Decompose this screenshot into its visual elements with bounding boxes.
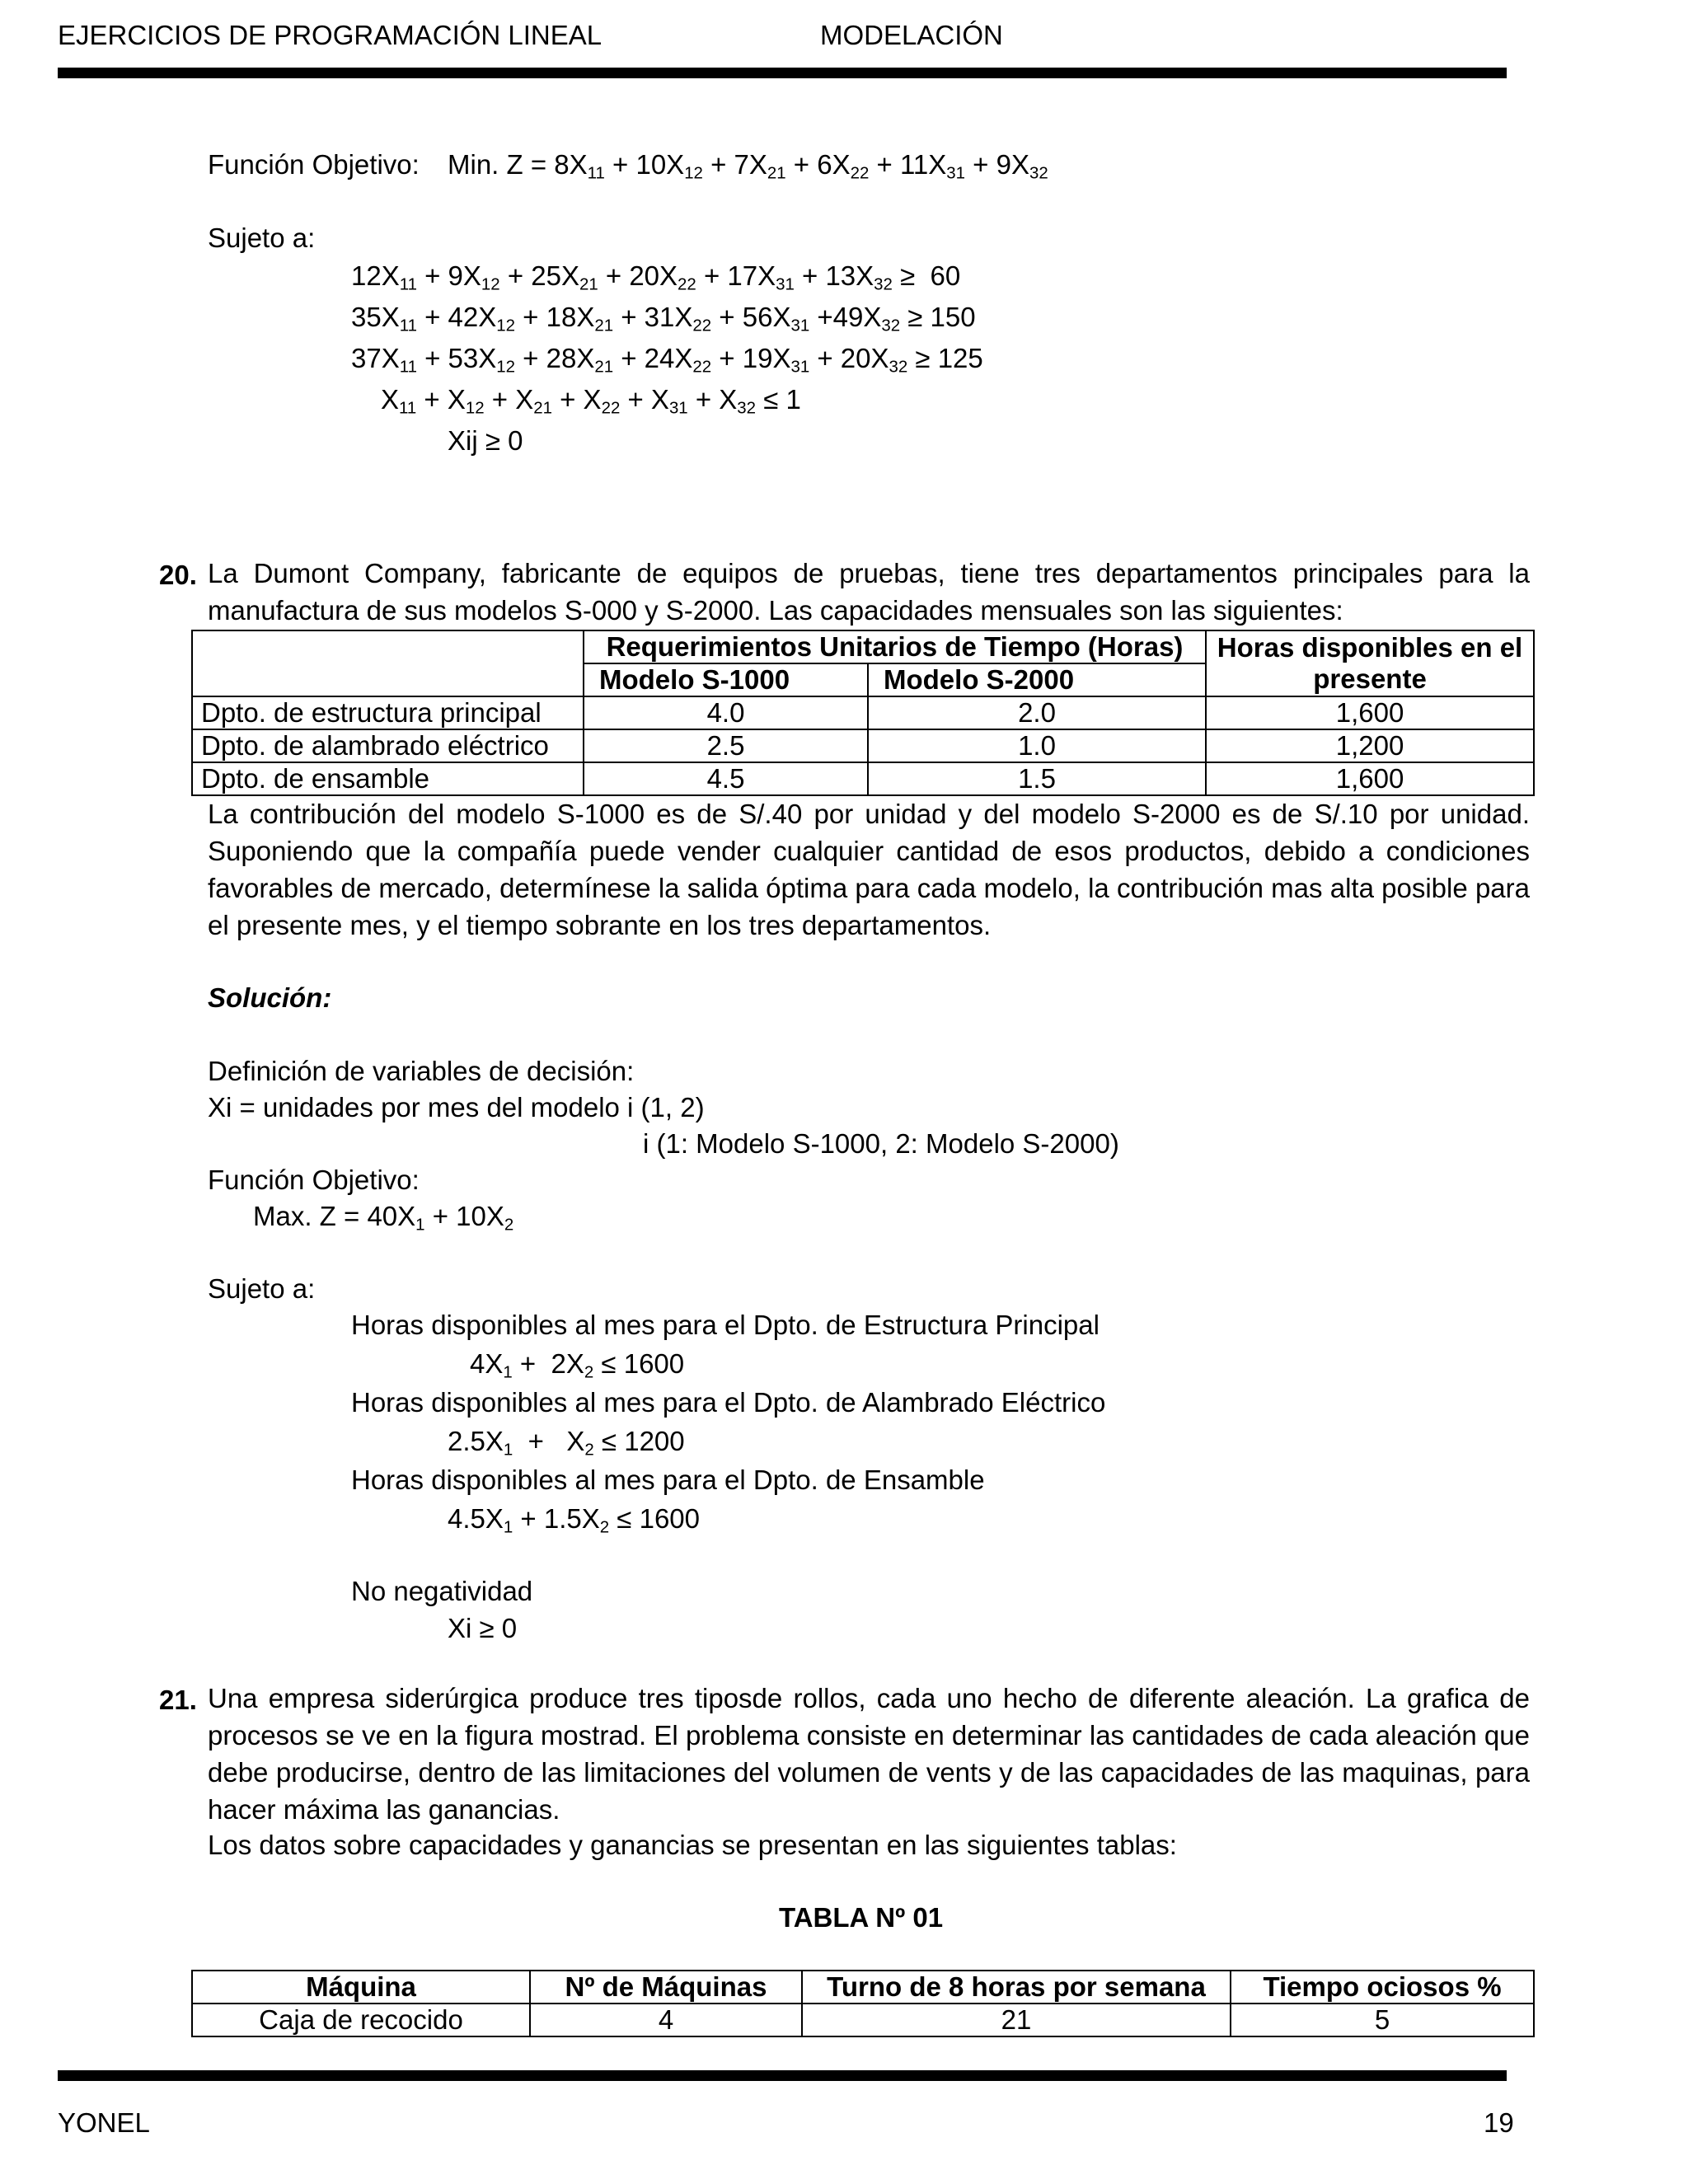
table-header-group: Requerimientos Unitarios de Tiempo (Horas) — [584, 630, 1206, 663]
objective-label: Función Objetivo: — [208, 1165, 420, 1195]
table-cell-machine: Caja de recocido — [192, 2004, 530, 2036]
table-cell-dept: Dpto. de estructura principal — [192, 696, 584, 729]
question-21-intro-2: Los datos sobre capacidades y ganancias se presentan en las siguientes tablas: — [208, 1830, 1177, 1860]
prev-subject-to: Sujeto a: — [208, 223, 316, 253]
page-number: 19 — [1484, 2107, 1514, 2138]
solution-label: Solución: — [208, 982, 332, 1013]
table-header-s2000: Modelo S-2000 — [868, 663, 1206, 696]
table-cell-hours: 1,600 — [1206, 762, 1534, 795]
table-cell-hours: 1,600 — [1206, 696, 1534, 729]
prev-constraint-2: $35X_{11} + 42X_{12} + 18X_{21} + 31X_{22} + 56X_{31} +49X_{32} \ge 150$ — [351, 302, 976, 335]
table-cell-dept: Dpto. de ensamble — [192, 762, 584, 795]
nonnegativity-label: No negatividad — [351, 1576, 533, 1606]
capacity-table — [191, 630, 1535, 796]
constraint-2: $2.5X_1 + X_2 \le 1200$ — [448, 1426, 685, 1460]
footer-rule — [58, 2070, 1507, 2081]
prev-constraint-1: $12X_{11} + 9X_{12} + 25X_{21} + 20X_{22} + 17X_{31} + 13X_{32} \ge 60$ — [351, 260, 961, 294]
question-20-intro: La Dumont Company, fabricante de equipos de pruebas, tiene tres departamentos principales para la manufactura de sus modelos S-000 y S-2000. Las capacidades mensuales son las siguientes: — [208, 558, 1530, 626]
table-cell-s1000: 4.5 — [584, 762, 868, 795]
footer-author: YONEL — [58, 2107, 150, 2138]
table-header-available: Horas disponibles en el presente — [1206, 630, 1534, 696]
question-21-intro: Una empresa siderúrgica produce tres tiposde rollos, cada uno hecho de diferente aleación. La grafica de procesos se ve en la figura mostrad. El problema consiste en determinar las cantidades de cada aleación que debe producirse, dentro de las limitaciones del volumen de vents y de las capacidades de las maquinas, para hacer máxima las ganancias. — [208, 1683, 1530, 1825]
machine-table — [191, 1970, 1535, 2037]
constraint-3: $4.5X_1 + 1.5X_2 \le 1600$ — [448, 1503, 701, 1537]
question-21-number: 21. — [159, 1685, 197, 1715]
constraint-2-label: Horas disponibles al mes para el Dpto. de Alambrado Eléctrico — [351, 1387, 1106, 1418]
table-header-shifts: Turno de 8 horas por semana — [802, 1971, 1231, 2004]
table-row — [192, 696, 1534, 729]
prev-constraint-4: $X_{11} + X_{12} + X_{21} + X_{22} + X_{31} + X_{32} \le 1$ — [381, 384, 801, 418]
table-cell-count: 4 — [530, 2004, 802, 2036]
table-cell-s1000: 4.0 — [584, 696, 868, 729]
header-section: MODELACIÓN — [820, 20, 1003, 50]
table-row — [192, 762, 1534, 795]
table-cell-shifts: 21 — [802, 2004, 1231, 2036]
variables-index-line: i (1: Modelo S-1000, 2: Modelo S-2000) — [643, 1128, 1119, 1159]
question-20-details: La contribución del modelo S-1000 es de S/.40 por unidad y del modelo S-2000 es de S/.10 por unidad. Suponiendo que la compañía puede vender cualquier cantidad de esos productos, debido a condiciones favorables de mercado, determínese la salida óptima para cada modelo, la contribución mas alta posible para el presente mes, y el tiempo sobrante en los tres departamentos. — [208, 799, 1530, 940]
objective-function: Max. $Z = 40X_1 + 10X_2$ — [253, 1201, 514, 1235]
subject-to-label: Sujeto a: — [208, 1273, 316, 1304]
table-row — [192, 1971, 1534, 2004]
table-row — [192, 2004, 1534, 2036]
prev-constraint-3: $37X_{11} + 53X_{12} + 28X_{21} + 24X_{22} + 19X_{31} + 20X_{32} \ge 125$ — [351, 343, 983, 377]
table-header-count: Nº de Máquinas — [530, 1971, 802, 2004]
prev-objective-label: Función Objetivo: — [208, 149, 420, 180]
question-20-number: 20. — [159, 560, 197, 590]
nonnegativity-constraint: Xi ≥ 0 — [448, 1613, 518, 1643]
variables-definition-label: Definición de variables de decisión: — [208, 1056, 635, 1086]
variables-definition-line: Xi = unidades por mes del modelo i (1, 2) — [208, 1092, 705, 1122]
prev-objective: Min. $Z = 8X_{11} + 10X_{12} + 7X_{21} + 6X_{22} + 11X_{31} + 9X_{32}$ — [448, 149, 1048, 183]
table-cell-hours: 1,200 — [1206, 729, 1534, 762]
constraint-3-label: Horas disponibles al mes para el Dpto. de Ensamble — [351, 1465, 985, 1495]
header-rule — [58, 68, 1507, 78]
table-header-s1000: Modelo S-1000 — [584, 663, 868, 696]
header-title: EJERCICIOS DE PROGRAMACIÓN LINEAL — [58, 20, 603, 50]
prev-nonnegativity: Xij ≥ 0 — [448, 425, 523, 456]
table-cell-dept: Dpto. de alambrado eléctrico — [192, 729, 584, 762]
table-cell-s2000: 1.5 — [868, 762, 1206, 795]
table-cell-s2000: 1.0 — [868, 729, 1206, 762]
constraint-1-label: Horas disponibles al mes para el Dpto. de Estructura Principal — [351, 1310, 1100, 1340]
table-header-idle: Tiempo ociosos % — [1231, 1971, 1534, 2004]
table-row — [192, 729, 1534, 762]
table-corner-cell — [192, 630, 584, 696]
constraint-1: $4X_1 + 2X_2 \le 1600$ — [470, 1348, 685, 1382]
table-title: TABLA Nº 01 — [779, 1902, 944, 1933]
table-cell-idle: 5 — [1231, 2004, 1534, 2036]
table-row — [192, 630, 1534, 663]
table-cell-s1000: 2.5 — [584, 729, 868, 762]
table-header-machine: Máquina — [192, 1971, 530, 2004]
table-cell-s2000: 2.0 — [868, 696, 1206, 729]
